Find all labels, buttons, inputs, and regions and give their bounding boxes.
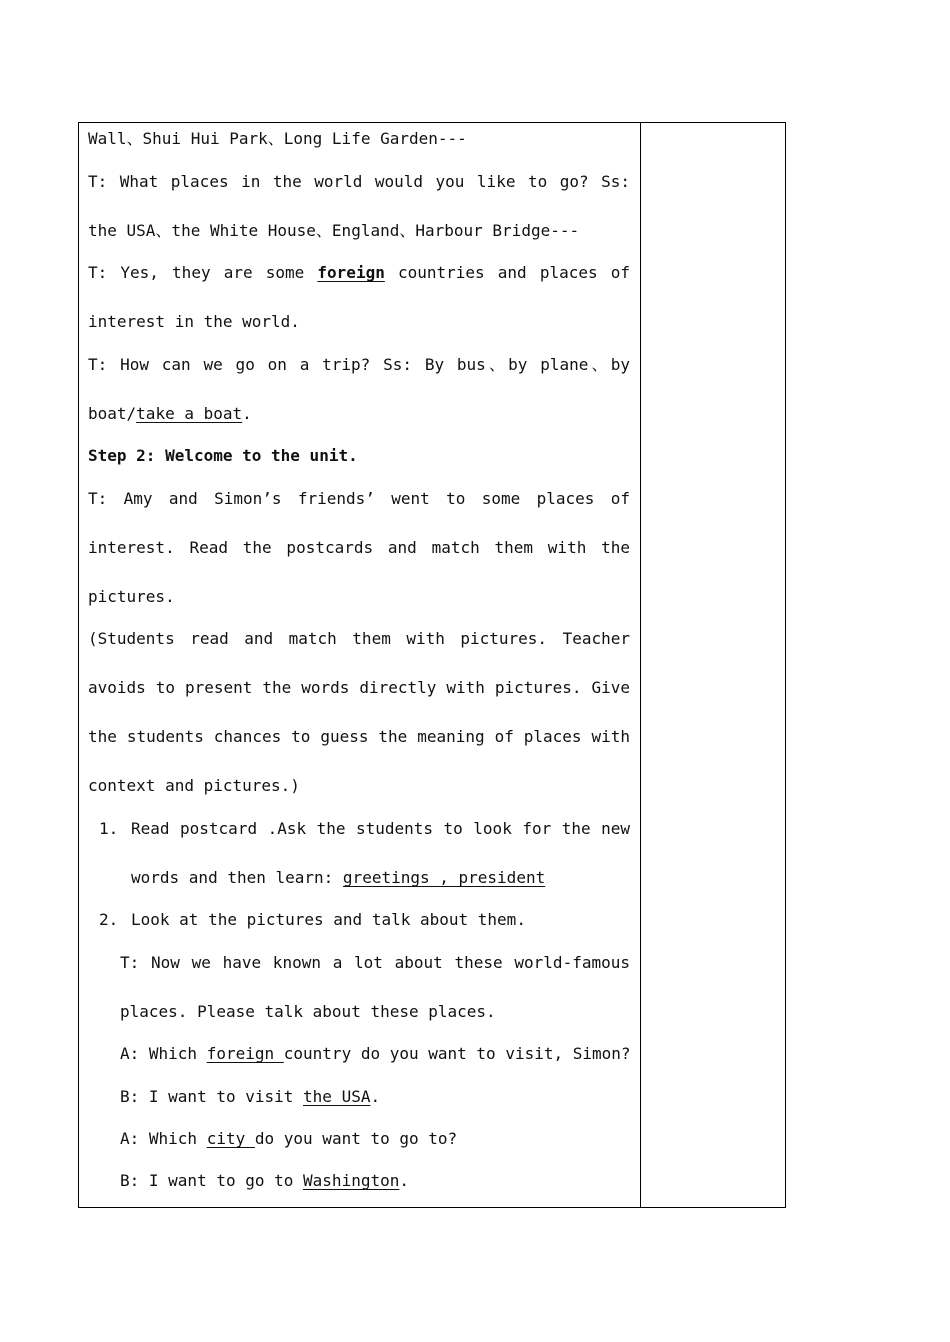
underlined-phrase: take a boat <box>136 404 243 423</box>
dialogue-line <box>120 1129 630 1149</box>
list-item-text <box>131 868 630 888</box>
text-line: avoids to present the words directly with pictures. Give <box>88 678 630 697</box>
text-span: . <box>370 1087 381 1106</box>
text-line: T: How can we go on a trip? Ss: By bus、by plane、by <box>88 355 630 374</box>
text-span: T: Yes, they are some <box>88 263 318 282</box>
underlined-word: foreign <box>206 1044 284 1063</box>
list-number: 1. <box>99 819 119 838</box>
text-line: interest. Read the postcards and match them with the <box>88 538 630 557</box>
text-span: A: Which <box>120 1044 207 1063</box>
text-line: T: Amy and Simon’s friends’ went to some places of <box>88 489 630 508</box>
text-line <box>88 404 630 424</box>
list-item-text: Look at the pictures and talk about them. <box>131 910 526 929</box>
underlined-word: city <box>206 1129 255 1148</box>
text-span: . <box>242 404 252 423</box>
text-line: the USA、the White House、England、Harbour Bridge--- <box>88 221 580 240</box>
dialogue-line <box>120 1171 630 1191</box>
text-span: do you want to go to? <box>254 1129 458 1148</box>
text-line: pictures. <box>88 587 175 606</box>
text-line: places. Please talk about these places. <box>120 1002 496 1021</box>
text-line: context and pictures.) <box>88 776 300 795</box>
text-span: B: I want to go to <box>120 1171 304 1190</box>
text-span: boat/ <box>88 404 137 423</box>
dialogue-line <box>120 1044 630 1064</box>
text-line: Wall、Shui Hui Park、Long Life Garden--- <box>88 129 467 148</box>
vocabulary-words: greetings , president <box>342 868 546 887</box>
dialogue-line <box>120 1087 630 1107</box>
text-line: T: What places in the world would you like to go? Ss: <box>88 172 630 191</box>
list-item-text: Read postcard .Ask the students to look for the new <box>131 819 630 838</box>
step-heading: Step 2: Welcome to the unit. <box>88 446 358 465</box>
text-line: the students chances to guess the meaning of places with <box>88 727 630 746</box>
text-line: (Students read and match them with pictures. Teacher <box>88 629 630 648</box>
text-span: country do you want to visit, Simon? <box>283 1044 631 1063</box>
text-span: countries and places of <box>384 263 631 282</box>
text-span: . <box>399 1171 409 1190</box>
text-line <box>88 263 630 283</box>
text-span: words and then learn: <box>131 868 343 887</box>
underlined-word: the USA <box>303 1087 371 1106</box>
text-span: A: Which <box>120 1129 207 1148</box>
column-divider <box>640 123 641 1207</box>
list-number: 2. <box>99 910 119 929</box>
underlined-word: Washington <box>303 1171 400 1190</box>
underlined-word: foreign <box>317 263 385 282</box>
lesson-table <box>78 122 786 1208</box>
text-span: B: I want to visit <box>120 1087 304 1106</box>
text-line: T: Now we have known a lot about these world-famous <box>120 953 630 972</box>
text-line: interest in the world. <box>88 312 300 331</box>
